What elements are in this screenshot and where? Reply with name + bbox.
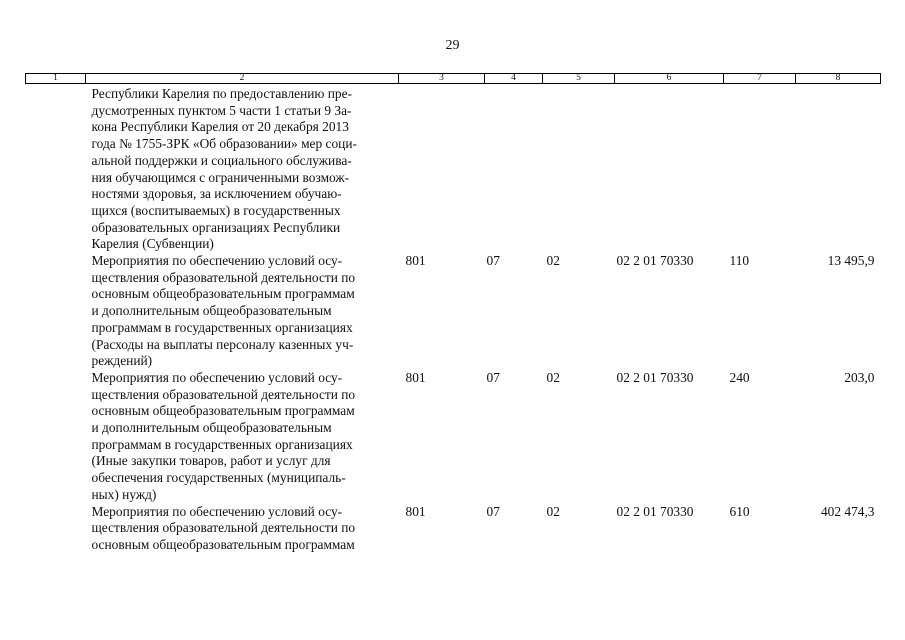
description-line: основным общеобразовательным программам [91,286,355,302]
description-line: (Иные закупки товаров, работ и услуг для [91,453,331,469]
subsection-code: 02 [546,253,560,269]
column-number-header-row [26,74,881,84]
description-line: ных) нужд) [91,486,157,502]
ministry-code: 801 [405,253,426,269]
row-description [86,253,399,370]
table-row [26,504,881,554]
description-line: года № 1755-ЗРК «Об образовании» мер соци- [91,136,357,152]
description-line: Мероприятия по обеспечению условий осу- [91,369,343,385]
amount: 203,0 [844,369,875,385]
description-line: и дополнительным общеобразовательным [91,303,332,319]
description-line: дусмотренных пунктом 5 части 1 статьи 9 За- [91,102,352,118]
section-code: 07 [486,503,500,519]
expense-type-code: 110 [729,253,750,269]
description-line: ностями здоровья, за исключением обучаю- [91,186,342,202]
description-line: ния обучающимся с ограниченными возмож- [91,169,350,185]
page-number: 29 [445,38,460,53]
section-code: 07 [486,369,500,385]
target-article-code: 02 2 01 70330 [616,503,694,519]
description-line: альной поддержки и социального обслужива- [91,152,352,168]
description-line: основным общеобразовательным программам [91,403,355,419]
target-article-code: 02 2 01 70330 [616,369,694,385]
column-header-6: 6 [615,74,724,84]
ministry-code: 801 [405,369,426,385]
description-line: Республики Карелия по предоставлению пре- [91,86,353,101]
description-line: Карелия (Субвенции) [91,236,214,252]
description-line: ществления образовательной деятельности по [91,269,356,285]
description-line: ществления образовательной деятельности по [91,386,356,402]
column-header-7: 7 [724,74,796,84]
description-line: (Расходы на выплаты персоналу казенных уч- [91,336,354,352]
column-header-4: 4 [485,74,543,84]
expense-type-code: 240 [729,369,750,385]
description-line: ществления образовательной деятельности по [91,520,356,536]
description-line: щихся (воспитываемых) в государственных [91,202,341,218]
column-header-2: 2 [86,74,399,84]
description-line: образовательных организациях Республики [91,219,341,235]
row-description [86,504,399,554]
ministry-code: 801 [405,503,426,519]
subsection-code: 02 [546,369,560,385]
row-description [86,370,399,504]
description-line: программам в государственных организациях [91,319,353,335]
table-row [26,370,881,504]
budget-table [25,73,881,554]
row-description [86,84,399,254]
table-row-continuation [26,84,881,254]
description-line: и дополнительным общеобразовательным [91,420,332,436]
description-line: Мероприятия по обеспечению условий осу- [91,253,343,269]
description-line: реждений) [91,353,153,369]
description-line: программам в государственных организациях [91,436,353,452]
table-row [26,253,881,370]
subsection-code: 02 [546,503,560,519]
column-header-1: 1 [26,74,86,84]
column-header-8: 8 [796,74,881,84]
description-line: кона Республики Карелия от 20 декабря 2013 [91,119,349,135]
description-line: основным общеобразовательным программам [91,536,355,552]
target-article-code: 02 2 01 70330 [616,253,694,269]
section-code: 07 [486,253,500,269]
column-header-3: 3 [399,74,485,84]
amount: 402 474,3 [820,503,875,519]
amount: 13 495,9 [827,253,875,269]
description-line: Мероприятия по обеспечению условий осу- [91,503,343,519]
description-line: обеспечения государственных (муниципаль- [91,470,346,486]
expense-type-code: 610 [729,503,750,519]
column-header-5: 5 [543,74,615,84]
